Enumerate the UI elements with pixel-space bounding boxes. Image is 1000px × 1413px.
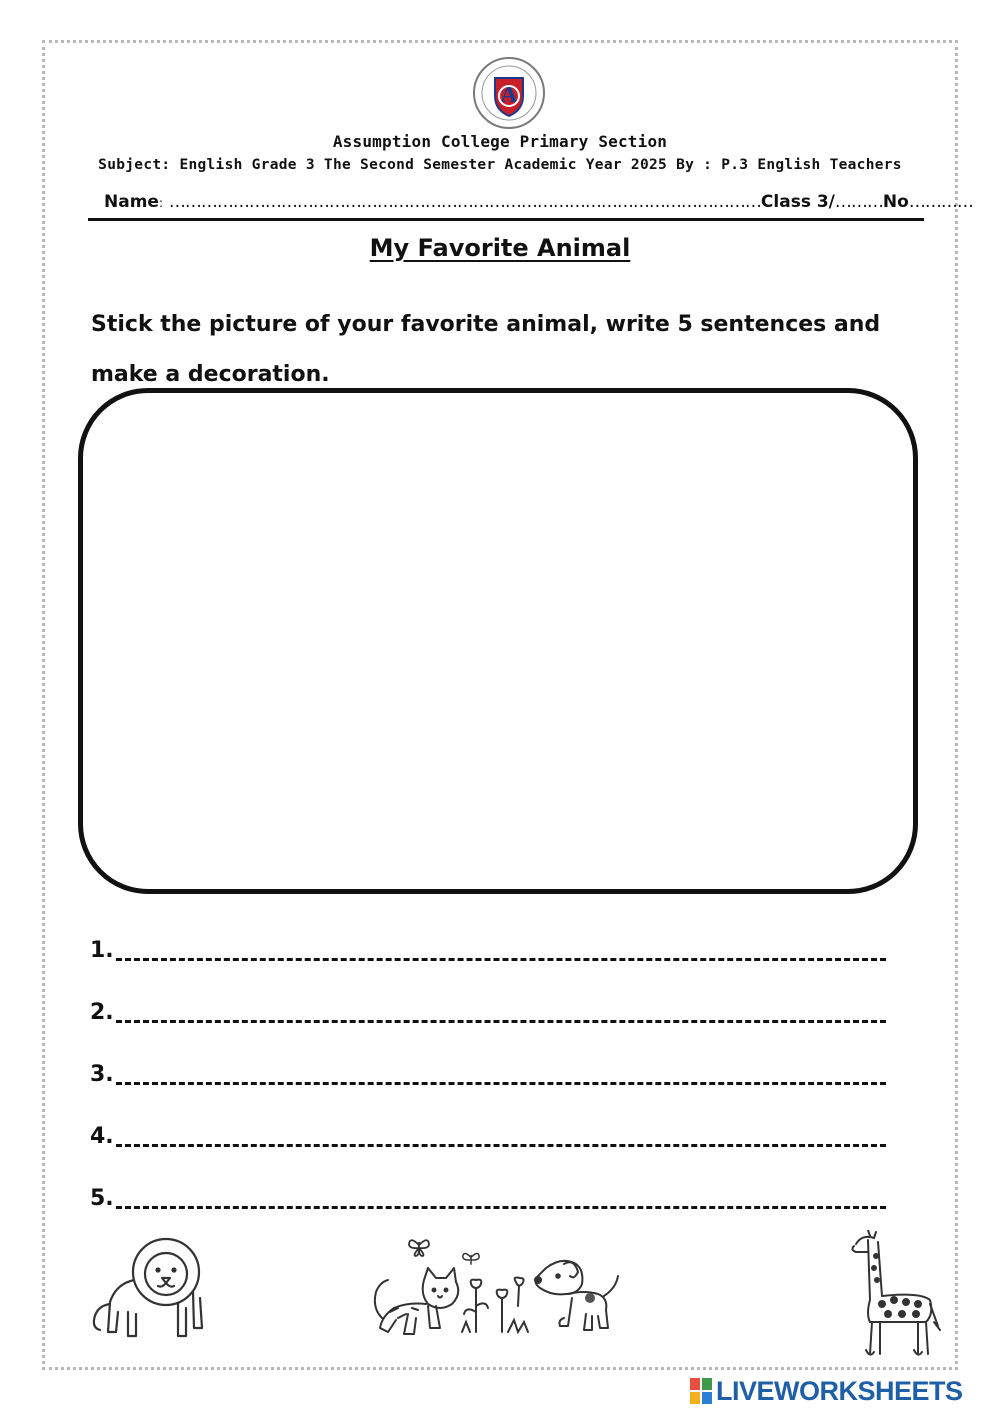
sentence-line[interactable] — [90, 998, 900, 1060]
class-label: Class 3/ — [760, 192, 835, 212]
instruction-text: Stick the picture of your favorite animal, write 5 sentences and make a decoration. — [91, 312, 881, 387]
worksheet-title — [0, 234, 1000, 262]
class-blank: ……… — [834, 192, 883, 212]
sentence-blank[interactable] — [116, 936, 886, 961]
sentence-blank[interactable] — [116, 1122, 886, 1147]
line-number: 5. — [90, 1186, 114, 1211]
school-logo — [472, 56, 546, 130]
liveworksheets-wordmark: LIVEWORKSHEETS — [716, 1376, 963, 1406]
lion-icon — [88, 1232, 218, 1347]
flower-icon — [458, 1276, 538, 1338]
line-number: 3. — [90, 1062, 114, 1087]
line-number: 2. — [90, 1000, 114, 1025]
svg-text:A: A — [500, 82, 518, 108]
sentence-line[interactable] — [90, 936, 900, 998]
header-rule — [88, 218, 924, 221]
giraffe-icon — [846, 1230, 942, 1360]
cat-icon — [368, 1262, 468, 1342]
number-label: No — [882, 192, 909, 212]
sentence-lines — [90, 936, 900, 1246]
sentence-line[interactable] — [90, 1122, 900, 1184]
picture-box[interactable] — [78, 388, 918, 894]
sentence-blank[interactable] — [116, 1184, 886, 1209]
name-label: Name — [104, 192, 159, 212]
student-info-row — [104, 192, 973, 212]
number-blank: ………… — [908, 192, 973, 212]
name-blank: ………………………………………………………………………………………………… — [168, 192, 761, 212]
name-colon: : — [158, 196, 163, 210]
school-name: Assumption College Primary Section — [332, 132, 668, 151]
line-number: 4. — [90, 1124, 114, 1149]
subject-line: Subject: English Grade 3 The Second Semester Academic Year 2025 By : P.3 English Teachers — [98, 157, 902, 173]
liveworksheets-logo-icon — [690, 1378, 712, 1404]
sentence-blank[interactable] — [116, 1060, 886, 1085]
liveworksheets-brand — [690, 1374, 990, 1408]
worksheet-title-text: My Favorite Animal — [369, 234, 631, 262]
dog-icon — [528, 1254, 624, 1340]
butterfly-icon — [460, 1250, 482, 1268]
sentence-line[interactable] — [90, 1060, 900, 1122]
line-number: 1. — [90, 938, 114, 963]
sentence-blank[interactable] — [116, 998, 886, 1023]
butterfly-icon — [406, 1236, 432, 1258]
